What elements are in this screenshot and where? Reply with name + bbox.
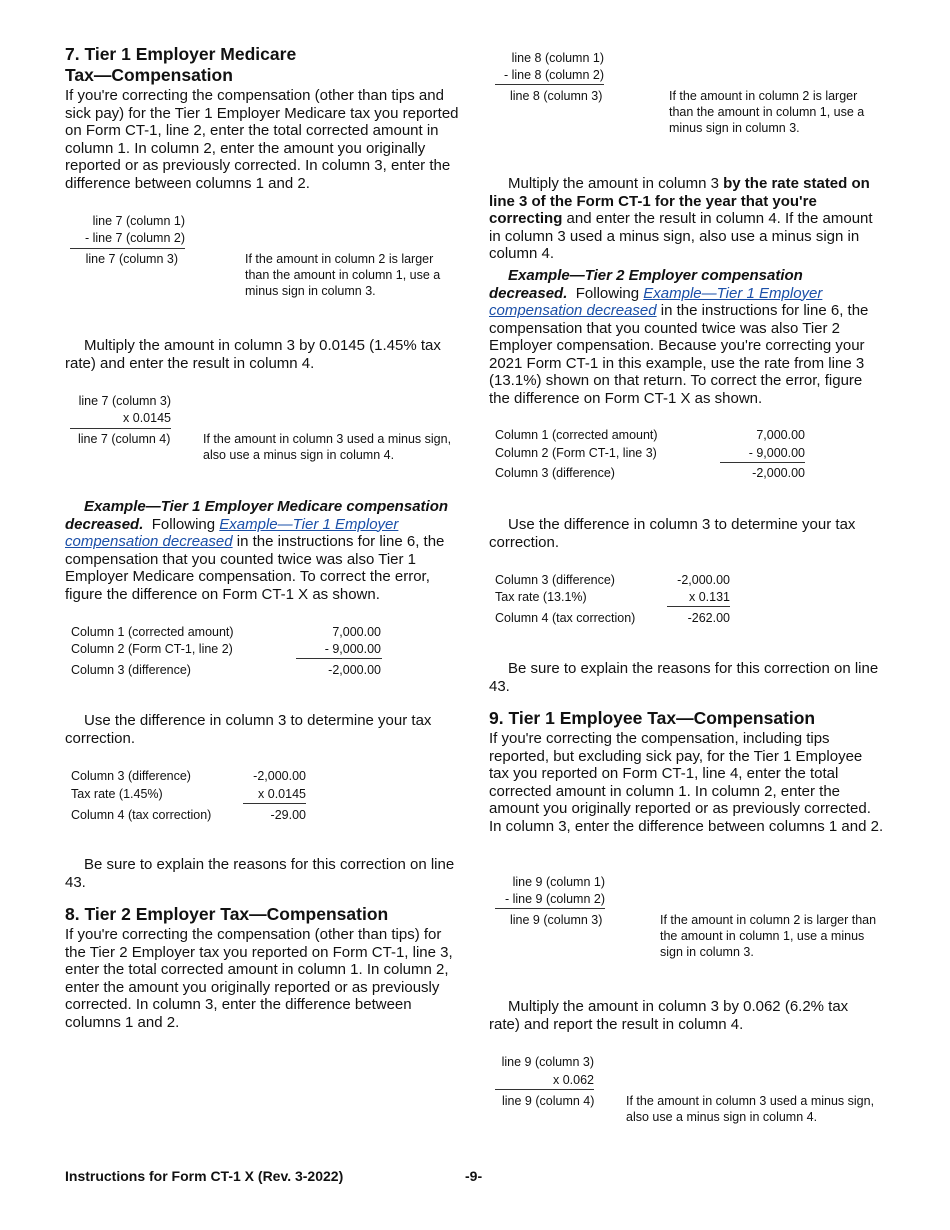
calc-result: line 7 (column 3) bbox=[85, 252, 178, 266]
table-row-value: 7,000.00 bbox=[332, 625, 381, 639]
calc-result: line 8 (column 3) bbox=[510, 89, 603, 103]
section-7-heading-line2: Tax—Compensation bbox=[65, 65, 233, 85]
section-7-paragraph: If you're correcting the compensation (other than tips and sick pay) for the Tier 1 Employer Medicare tax you reported on Form CT-1, line 2, enter the total corrected amount in column 1. In column 2, enter the amount you originally reported or as previously corrected. In column 3, enter the difference between columns 1 and 2. bbox=[65, 87, 459, 192]
calc-note: If the amount in column 3 used a minus sign, also use a minus sign in column 4. bbox=[626, 1094, 875, 1124]
calc-note: If the amount in column 2 is larger than the amount in column 1, use a minus sign in column 3. bbox=[669, 89, 865, 135]
table-row-label: Column 3 (difference) bbox=[495, 573, 615, 587]
table-row-value: -2,000.00 bbox=[328, 663, 381, 677]
table-row-value: -29.00 bbox=[270, 808, 306, 822]
table-rule bbox=[720, 462, 805, 463]
calc-line-b: x 0.0145 bbox=[123, 411, 171, 425]
multiply-text-pre: Multiply the amount in column 3 bbox=[508, 175, 719, 192]
section-8-heading: 8. Tier 2 Employer Tax—Compensation bbox=[65, 904, 389, 924]
table-row-value: 7,000.00 bbox=[756, 428, 805, 442]
section-8-example bbox=[489, 267, 881, 407]
table-row-value: -2,000.00 bbox=[752, 466, 805, 480]
example-title: Example—Tier 1 Employer Medicare compensation decreased. bbox=[65, 498, 449, 533]
table-row-label: Column 3 (difference) bbox=[71, 663, 191, 677]
calc-rule bbox=[70, 248, 185, 249]
calc-line-b: - line 8 (column 2) bbox=[503, 68, 604, 82]
example-link[interactable]: Example—Tier 1 Employer compensation decreased bbox=[65, 515, 399, 550]
table-row-value: -2,000.00 bbox=[253, 769, 306, 783]
table-row-value: x 0.0145 bbox=[258, 787, 306, 801]
section-7-multiply-paragraph: Multiply the amount in column 3 by 0.0145 (1.45% tax rate) and enter the result in column 4. bbox=[65, 337, 441, 372]
table-row-label: Column 1 (corrected amount) bbox=[495, 428, 658, 442]
table-row-value: x 0.131 bbox=[688, 590, 730, 604]
calc-rule bbox=[495, 1089, 594, 1090]
calc-rule bbox=[70, 428, 171, 429]
footer-page-number: -9- bbox=[465, 1168, 483, 1184]
calc-rule bbox=[495, 84, 604, 85]
section-7-example bbox=[65, 498, 460, 603]
table-row-label: Column 2 (Form CT-1, line 3) bbox=[495, 446, 657, 460]
example-rest: in the instructions for line 6, the compensation that you counted twice was also Tier 2 Employer compensation. Because you're correcting your 2021 Form CT-1 in this example, use the rate from line 3 (13.1%) shown on that return. To correct the error, figure the difference on Form CT-1 X as shown. bbox=[489, 302, 869, 407]
calc-result: line 9 (column 4) bbox=[502, 1094, 595, 1108]
table-row-value: - 9,000.00 bbox=[748, 446, 805, 460]
calc-result: line 7 (column 4) bbox=[78, 432, 171, 446]
calc-line-a: line 9 (column 1) bbox=[512, 875, 605, 889]
calc-line-a: line 9 (column 3) bbox=[501, 1055, 594, 1069]
section-7-heading-line1: 7. Tier 1 Employer Medicare bbox=[65, 44, 297, 64]
table-row-label: Tax rate (13.1%) bbox=[495, 590, 587, 604]
calc-line-b: - line 7 (column 2) bbox=[84, 231, 185, 245]
section-8-multiply-paragraph bbox=[489, 175, 881, 263]
calc-note: If the amount in column 2 is larger than the amount in column 1, use a minus sign in column 3. bbox=[245, 252, 441, 298]
section-8-use-difference: Use the difference in column 3 to determine your tax correction. bbox=[489, 516, 856, 551]
calc-rule bbox=[495, 908, 605, 909]
calc-note: If the amount in column 3 used a minus sign, also use a minus sign in column 4. bbox=[203, 432, 452, 462]
example-following: Following bbox=[151, 515, 216, 533]
calc-line-a: line 8 (column 1) bbox=[511, 51, 604, 65]
example-following: Following bbox=[575, 284, 640, 302]
table-rule bbox=[296, 658, 382, 659]
section-9-heading: 9. Tier 1 Employee Tax—Compensation bbox=[489, 708, 816, 728]
table-row-label: Tax rate (1.45%) bbox=[71, 787, 163, 801]
calc-note: If the amount in column 2 is larger than the amount in column 1, use a minus sign in column 3. bbox=[660, 913, 877, 959]
example-rest: in the instructions for line 6, the compensation that you counted twice was also Tier 1 Employer Medicare compensation. To correct the error, figure the difference on Form CT-1 X as shown. bbox=[65, 533, 445, 603]
table-row-value: - 9,000.00 bbox=[324, 642, 381, 656]
section-9-multiply-paragraph: Multiply the amount in column 3 by 0.062 (6.2% tax rate) and report the result in column 4. bbox=[489, 998, 849, 1033]
table-row-label: Column 4 (tax correction) bbox=[495, 611, 636, 625]
calc-line-a: line 7 (column 1) bbox=[92, 214, 185, 228]
section-7-explain: Be sure to explain the reasons for this correction on line 43. bbox=[65, 856, 455, 891]
calc-line-a: line 7 (column 3) bbox=[78, 394, 171, 408]
section-8-paragraph: If you're correcting the compensation (other than tips) for the Tier 2 Employer tax you reported on Form CT-1, line 3, enter the total corrected amount in column 1. In column 2, enter the amount you originally reported or as previously corrected. In column 3, enter the difference between columns 1 and 2. bbox=[65, 926, 453, 1031]
section-7-heading bbox=[65, 44, 296, 86]
footer-title: Instructions for Form CT-1 X (Rev. 3-2022) bbox=[65, 1168, 344, 1184]
table-row-label: Column 3 (difference) bbox=[71, 769, 191, 783]
section-9-paragraph: If you're correcting the compensation, including tips reported, but excluding sick pay, for the Tier 1 Employee tax you reported on Form CT-1, line 4, enter the total corrected amount in column 1. In column 2, enter the amount you originally reported or as previously corrected. In column 3, enter the difference between columns 1 and 2. bbox=[489, 730, 884, 835]
table-row-label: Column 3 (difference) bbox=[495, 466, 615, 480]
calc-line-b: - line 9 (column 2) bbox=[504, 892, 605, 906]
table-row-value: -262.00 bbox=[687, 611, 730, 625]
table-row-value: -2,000.00 bbox=[677, 573, 730, 587]
table-rule bbox=[667, 606, 730, 607]
multiply-text-bold: by the rate stated on line 3 of the Form CT-1 for the year that you're correcting bbox=[489, 175, 870, 227]
example-title: Example—Tier 2 Employer compensation decreased. bbox=[489, 267, 803, 302]
section-8-explain: Be sure to explain the reasons for this correction on line 43. bbox=[489, 660, 879, 695]
example-link[interactable]: Example—Tier 1 Employer compensation decreased bbox=[489, 284, 823, 319]
table-row-label: Column 1 (corrected amount) bbox=[71, 625, 234, 639]
calc-result: line 9 (column 3) bbox=[510, 913, 603, 927]
section-7-use-difference: Use the difference in column 3 to determine your tax correction. bbox=[65, 712, 432, 747]
multiply-text-post: and enter the result in column 4. If the amount in column 3 used a minus sign, also use a minus sign in column 4. bbox=[489, 210, 873, 262]
calc-line-b: x 0.062 bbox=[552, 1073, 594, 1087]
table-row-label: Column 2 (Form CT-1, line 2) bbox=[71, 642, 233, 656]
table-row-label: Column 4 (tax correction) bbox=[71, 808, 212, 822]
table-rule bbox=[243, 803, 306, 804]
